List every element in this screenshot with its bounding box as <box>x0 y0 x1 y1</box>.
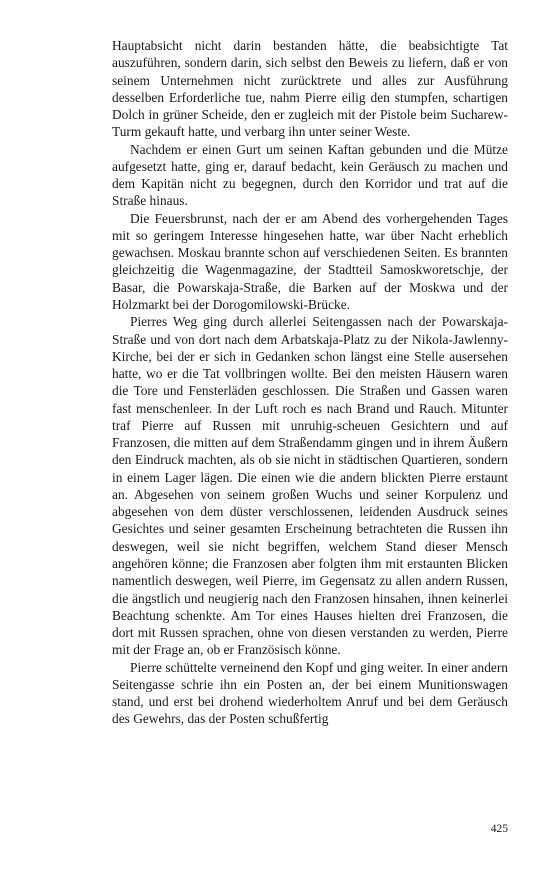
page-number: 425 <box>490 823 508 835</box>
page-text-block <box>112 37 508 728</box>
paragraph-3: Die Feuersbrunst, nach der er am Abend des vorhergehenden Tages mit so geringem Interesse hingesehen hatte, war über Nacht erheblich gewachsen. Moskau brannte schon auf verschiedenen Seiten. Es brannten gleichzeitig die Wagenmagazine, der Stadtteil Samoskworetschje, der Basar, die Powarskaja-Straße, die Barken auf der Moskwa und der Holzmarkt bei der Dorogomilowski-Brücke. <box>112 210 508 312</box>
paragraph-1: Hauptabsicht nicht darin bestanden hätte, die beabsichtigte Tat auszuführen, sondern darin, sich selbst den Beweis zu liefern, daß er von seinem Unternehmen nicht zurücktrete und alles zur Ausführung desselben Erforderliche tue, nahm Pierre eilig den stumpfen, schartigen Dolch in grüner Scheide, den er zugleich mit der Pistole beim Sucharew-Turm gekauft hatte, und verbarg ihn unter seiner Weste. <box>112 38 508 140</box>
paragraph-2: Nachdem er einen Gurt um seinen Kaftan gebunden und die Mütze aufgesetzt hatte, ging er, darauf bedacht, kein Geräusch zu machen und dem Kapitän nicht zu begegnen, durch den Korridor und trat auf die Straße hinaus. <box>112 141 508 209</box>
paragraph-4: Pierres Weg ging durch allerlei Seitengassen nach der Powarskaja-Straße und von dort nach dem Arbatskaja-Platz zu der Nikola-Jawlenny-Kirche, bei der er sich in Gedanken schon längst eine Stelle ausersehen hatte, wo er die Tat vollbringen wollte. Bei den meisten Häusern waren die Tore und Fensterläden geschlossen. Die Straßen und Gassen waren fast menschenleer. In der Luft roch es nach Brand und Rauch. Mitunter traf Pierre auf Russen mit unruhig-scheuen Gesichtern und auf Franzosen, die mitten auf dem Straßendamm gingen und in ihrem Äußern den Eindruck machten, als ob sie nicht in städtischen Quartieren, sondern in einem Lager lägen. Die einen wie die andern blickten Pierre erstaunt an. Abgesehen von seinem großen Wuchs und seiner Korpulenz und abgesehen von dem düster verschlossenen, leidenden Ausdruck seines Gesichtes und seiner gesamten Erscheinung betrachteten die Russen ihn deswegen, weil sie nicht begriffen, welchem Stand dieser Mensch angehören könne; die Franzosen aber folgten ihm mit erstaunten Blicken namentlich deswegen, weil Pierre, im Gegensatz zu allen andern Russen, die ängstlich und neugierig nach den Franzosen hinsahen, ihnen keinerlei Beachtung schenkte. Am Tor eines Hauses hielten drei Franzosen, die dort mit Russen sprachen, ohne von diesen verstanden zu werden, Pierre mit der Frage an, ob er Französisch könne. <box>112 314 508 658</box>
paragraph-5: Pierre schüttelte verneinend den Kopf und ging weiter. In einer andern Seitengasse schrie ihn ein Posten an, der bei einem Munitionswagen stand, und erst bei drohend wiederholtem Anruf und bei dem Geräusch des Gewehrs, das der Posten schußfertig <box>112 659 508 727</box>
